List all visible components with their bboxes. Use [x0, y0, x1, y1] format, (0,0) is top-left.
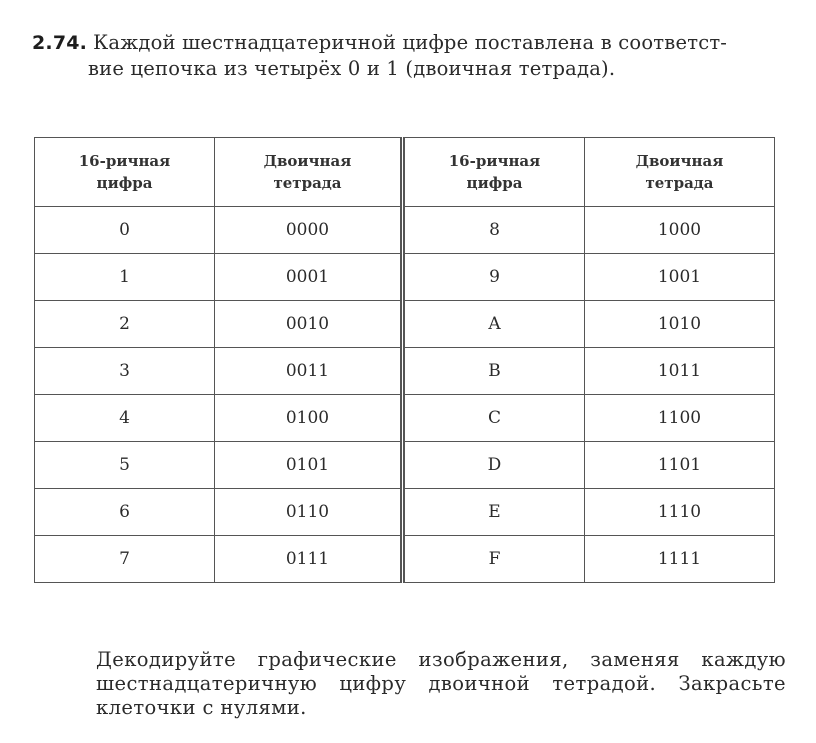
- table-header-row: [35, 138, 775, 207]
- hex-digit-cell: 6: [35, 489, 215, 536]
- header-line: 16-ричная: [78, 152, 171, 170]
- hex-digit-cell: A: [403, 301, 585, 348]
- hex-binary-table: [34, 137, 775, 583]
- header-line: тетрада: [273, 174, 342, 192]
- binary-tetrad-cell: 1011: [585, 348, 775, 395]
- hex-digit-cell: 5: [35, 442, 215, 489]
- binary-tetrad-cell: 0101: [215, 442, 403, 489]
- hex-digit-cell: F: [403, 536, 585, 583]
- binary-tetrad-cell: 1000: [585, 207, 775, 254]
- header-line: 16-ричная: [448, 152, 541, 170]
- hex-digit-cell: 1: [35, 254, 215, 301]
- problem-number: 2.74.: [32, 32, 88, 54]
- header-binary-tetrad-left: [215, 138, 403, 207]
- hex-digit-cell: D: [403, 442, 585, 489]
- hex-digit-cell: 3: [35, 348, 215, 395]
- table-row: [35, 536, 775, 583]
- header-line: тетрада: [645, 174, 714, 192]
- binary-tetrad-cell: 1010: [585, 301, 775, 348]
- hex-digit-cell: 9: [403, 254, 585, 301]
- table-row: [35, 207, 775, 254]
- header-hex-digit-right: [403, 138, 585, 207]
- binary-tetrad-cell: 0010: [215, 301, 403, 348]
- header-line: Двоичная: [635, 152, 724, 170]
- table-row: [35, 254, 775, 301]
- instruction-line3: клеточки с нулями.: [96, 696, 307, 719]
- hex-digit-cell: B: [403, 348, 585, 395]
- hex-digit-cell: E: [403, 489, 585, 536]
- problem-text-line2: вие цепочка из четырёх 0 и 1 (двоичная тетрада).: [88, 57, 616, 80]
- binary-tetrad-cell: 1001: [585, 254, 775, 301]
- hex-digit-cell: 8: [403, 207, 585, 254]
- problem-statement: [32, 30, 792, 82]
- binary-tetrad-cell: 1110: [585, 489, 775, 536]
- binary-tetrad-cell: 0110: [215, 489, 403, 536]
- header-line: Двоичная: [263, 152, 352, 170]
- binary-tetrad-cell: 0001: [215, 254, 403, 301]
- hex-digit-cell: 2: [35, 301, 215, 348]
- table-row: [35, 348, 775, 395]
- header-line: цифра: [466, 174, 523, 192]
- table-row: [35, 442, 775, 489]
- header-hex-digit-left: [35, 138, 215, 207]
- instruction-line1: Декодируйте графические изображения, заменяя каждую: [96, 648, 786, 671]
- header-line: цифра: [96, 174, 153, 192]
- problem-text-line1: Каждой шестнадцатеричной цифре поставлена в соответст-: [93, 31, 728, 54]
- table-row: [35, 395, 775, 442]
- binary-tetrad-cell: 0000: [215, 207, 403, 254]
- binary-tetrad-cell: 0011: [215, 348, 403, 395]
- hex-digit-cell: 4: [35, 395, 215, 442]
- binary-tetrad-cell: 1101: [585, 442, 775, 489]
- binary-tetrad-cell: 0111: [215, 536, 403, 583]
- hex-digit-cell: C: [403, 395, 585, 442]
- instruction-line2: шестнадцатеричную цифру двоичной тетрадой. Закрасьте: [96, 672, 786, 695]
- table-row: [35, 489, 775, 536]
- instruction-text: [96, 648, 786, 720]
- hex-digit-cell: 0: [35, 207, 215, 254]
- table-row: [35, 301, 775, 348]
- hex-digit-cell: 7: [35, 536, 215, 583]
- binary-tetrad-cell: 1100: [585, 395, 775, 442]
- header-binary-tetrad-right: [585, 138, 775, 207]
- binary-tetrad-cell: 0100: [215, 395, 403, 442]
- binary-tetrad-cell: 1111: [585, 536, 775, 583]
